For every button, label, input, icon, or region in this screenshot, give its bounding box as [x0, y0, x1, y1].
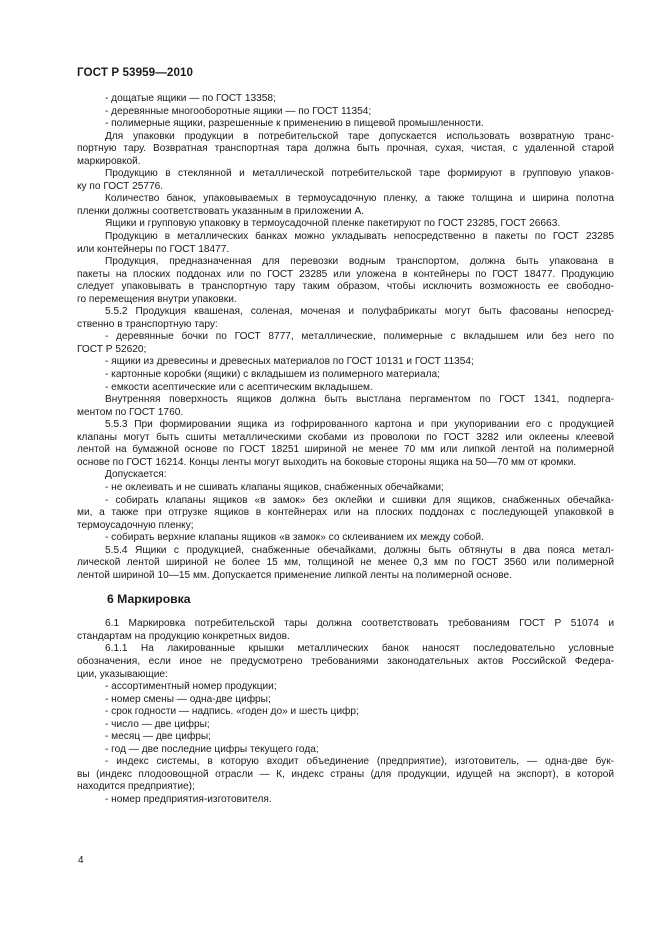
text-line: стандартам на продукцию конкретных видов. — [77, 630, 290, 642]
text-line: маркировкой. — [77, 155, 141, 167]
document-body — [77, 93, 614, 807]
text-line: пленки должны соответствовать указанным в приложении А. — [77, 205, 365, 217]
text-line: Ящики и групповую упаковку в термоусадочной пленке пакетируют по ГОСТ 23285, ГОСТ 26663. — [105, 218, 561, 230]
text-line: Продукция, предназначенная для перевозки водным транспортом, должна быть упакована в — [105, 256, 614, 268]
text-line: - полимерные ящики, разрешенные к применению в пищевой промышленности. — [105, 118, 484, 130]
text-line: вы (индекс плодоовощной отрасли — К, индекс страны (для продукции, идущей на экспорт), в которой — [77, 768, 614, 780]
text-line: основе по ГОСТ 16214. Концы ленты могут выходить на боковые стороны ящика на 50—70 мм от кромки. — [77, 456, 577, 468]
text-line: - картонные коробки (ящики) с вкладышем из полимерного материала; — [105, 369, 440, 381]
text-line: ГОСТ Р 52620; — [77, 343, 147, 355]
text-line: термоусадочную пленку; — [77, 519, 194, 531]
text-line: лентой шириной 10—15 мм. Допускается применение липкой ленты на полимерной основе. — [77, 569, 512, 581]
text-line: Продукцию в металлических банках можно укладывать непосредственно в пакеты по ГОСТ 23285 — [105, 231, 614, 243]
document-header: ГОСТ Р 53959—2010 — [77, 66, 194, 79]
section-6-text — [77, 618, 614, 806]
text-line: - индекс системы, в которую входит объединение (предприятие), изготовитель, — одна-две бук- — [105, 756, 614, 768]
text-line: 6.1 Маркировка потребительской тары должна соответствовать требованиям ГОСТ Р 51074 и — [105, 618, 614, 630]
text-line: - не оклеивать и не сшивать клапаны ящиков, снабженных обечайками; — [105, 481, 444, 493]
section-title: 6 Маркировка — [107, 592, 191, 607]
text-line: лической лентой шириной не более 15 мм, толщиной не менее 0,3 мм по ГОСТ 3560 или полимерной — [77, 557, 614, 569]
text-line: находится предприятие); — [77, 781, 195, 793]
text-line: ми, а также при отгрузке ящиков в контейнерах или на плоских поддонах с последующей упаковкой в — [77, 507, 614, 519]
text-line: - емкости асептические или с асептическим вкладышем. — [105, 381, 373, 393]
text-line: 5.5.3 При формировании ящика из гофрированного картона и при укупоривании его с продукцией — [105, 419, 614, 431]
text-line: ственно в транспортную тару: — [77, 318, 218, 330]
text-line: Для упаковки продукции в потребительской таре допускается использовать возвратную транс- — [105, 130, 614, 142]
page-number: 4 — [78, 855, 84, 866]
text-line: Продукцию в стеклянной и металлической потребительской таре формируют в групповую упаков- — [105, 168, 614, 180]
text-line: клапаны могут быть сшиты металлическими скобами из проволоки по ГОСТ 3282 или оклеены клеевой — [77, 431, 614, 443]
text-line: или контейнеры по ГОСТ 18477. — [77, 243, 230, 255]
text-line: 6.1.1 На лакированные крышки металлических банок наносят последовательно условные — [105, 643, 614, 655]
text-line: следует упаковывать в транспортную тару таким образом, чтобы исключить возможность ее свободно- — [77, 281, 614, 293]
text-line: 5.5.4 Ящики с продукцией, снабженные обечайками, должны быть обтянуты в два пояса метал- — [105, 544, 614, 556]
section-5-5-text — [77, 93, 614, 582]
text-line: го перемещения внутри упаковки. — [77, 293, 237, 305]
text-line: ку по ГОСТ 25776. — [77, 180, 164, 192]
text-line: ментом по ГОСТ 1760. — [77, 406, 184, 418]
text-line: - месяц — две цифры; — [105, 731, 211, 743]
text-line: - дощатые ящики — по ГОСТ 13358; — [105, 93, 276, 104]
text-line: - деревянные многооборотные ящики — по ГОСТ 11354; — [105, 105, 372, 117]
text-line: - год — две последние цифры текущего года; — [105, 743, 319, 755]
text-line: - собирать клапаны ящиков «в замок» без оклейки и сшивки для ящиков, снабженных обечайка- — [105, 494, 614, 506]
text-line: Допускается: — [105, 469, 167, 481]
text-line: пакеты на плоских поддонах или по ГОСТ 23285 или уложена в контейнеры по ГОСТ 18477. Продукцию — [77, 268, 614, 280]
text-line: - ящики из древесины и древесных материалов по ГОСТ 10131 и ГОСТ 11354; — [105, 356, 474, 368]
text-line: - деревянные бочки по ГОСТ 8777, металлические, полимерные с вкладышем или без него по — [105, 331, 614, 343]
text-line: 5.5.2 Продукция квашеная, соленая, моченая и полуфабрикаты могут быть фасованы непосред- — [105, 306, 614, 318]
text-line: лентой на бумажной основе по ГОСТ 18251 шириной не менее 70 мм или липкой лентой на полимерной — [77, 444, 614, 456]
text-line: - собирать верхние клапаны ящиков «в замок» со склеиванием их между собой. — [105, 532, 484, 544]
text-line: - номер смены — одна-две цифры; — [105, 693, 271, 705]
text-line: - срок годности — надпись. «годен до» и шесть цифр; — [105, 706, 359, 718]
text-line: - число — две цифры; — [105, 718, 210, 730]
text-line: Внутренняя поверхность ящиков должна быть выстлана пергаментом по ГОСТ 1341, подперга- — [105, 394, 614, 406]
text-line: обозначения, если иное не предусмотрено требованиями законодательных актов Российской Федера- — [77, 655, 614, 667]
text-line: Количество банок, упаковываемых в термоусадочную пленку, а также толщина и ширина полотна — [105, 193, 614, 205]
text-line: портную тару. Возвратная транспортная тара должна быть прочная, сухая, чистая, с удаленной старой — [77, 143, 614, 155]
text-line: ции, указывающие: — [77, 668, 168, 680]
text-line: - номер предприятия-изготовителя. — [105, 793, 272, 805]
text-line: - ассортиментный номер продукции; — [105, 681, 277, 693]
